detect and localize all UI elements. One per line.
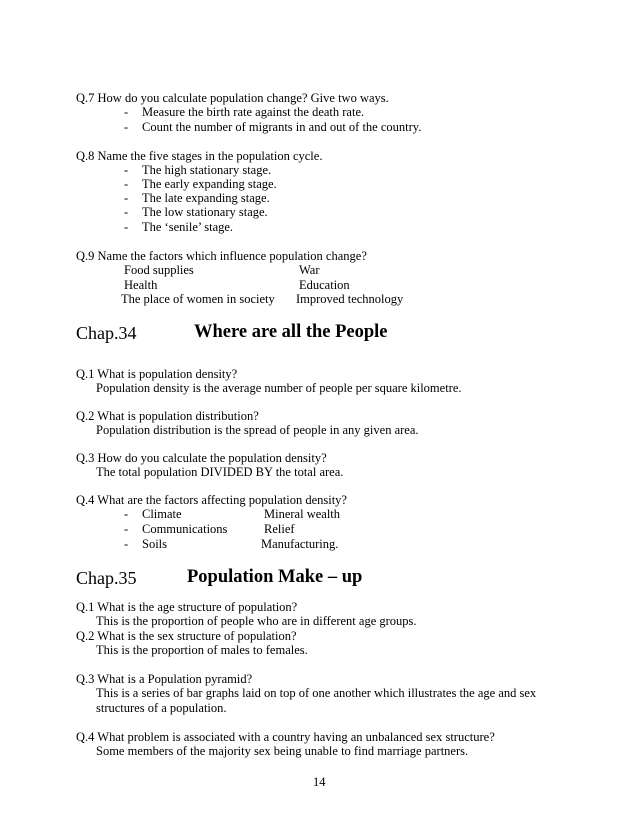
q7-item-2: Count the number of migrants in and out of the country. [142, 120, 422, 134]
q9-question: Q.9 Name the factors which influence population change? [76, 249, 367, 263]
chap35-a3-line1: This is a series of bar graphs laid on top of one another which illustrates the age and sex [96, 686, 537, 700]
chap34-factor: Manufacturing. [261, 537, 339, 551]
q8-item-4: The low stationary stage. [142, 205, 268, 219]
chap34-factor: Relief [264, 522, 295, 536]
chap34-a2: Population distribution is the spread of people in any given area. [96, 423, 419, 437]
q9-factor: Food supplies [124, 263, 194, 277]
chap34-a3: The total population DIVIDED BY the total area. [96, 465, 344, 479]
q9-factor: Education [299, 278, 350, 292]
bullet-dash: - [124, 507, 129, 521]
bullet-dash: - [124, 163, 129, 177]
chapter-title: Population Make – up [187, 567, 363, 587]
q9-factor: Improved technology [296, 292, 404, 306]
chap34-factor: Communications [142, 522, 228, 536]
q9-factor: The place of women in society [121, 292, 275, 306]
chap34-q1: Q.1 What is population density? [76, 367, 238, 381]
q8-item-5: The ‘senile’ stage. [142, 220, 234, 234]
bullet-dash: - [124, 105, 129, 119]
chapter-label: Chap.35 [76, 568, 137, 588]
chap34-factor: Climate [142, 507, 182, 521]
q9-factor: War [299, 263, 320, 277]
chap35-q1: Q.1 What is the age structure of population? [76, 600, 298, 614]
q8-item-1: The high stationary stage. [142, 163, 272, 177]
chapter-label: Chap.34 [76, 323, 137, 343]
bullet-dash: - [124, 191, 129, 205]
chapter-title: Where are all the People [194, 322, 388, 342]
q8-item-2: The early expanding stage. [142, 177, 277, 191]
chap35-a4: Some members of the majority sex being unable to find marriage partners. [96, 744, 469, 758]
chap35-q4: Q.4 What problem is associated with a country having an unbalanced sex structure? [76, 730, 495, 744]
chap34-q2: Q.2 What is population distribution? [76, 409, 259, 423]
bullet-dash: - [124, 205, 129, 219]
q7-item-1: Measure the birth rate against the death rate. [142, 105, 365, 119]
q8-item-3: The late expanding stage. [142, 191, 270, 205]
q8-question: Q.8 Name the five stages in the population cycle. [76, 149, 323, 163]
chap34-factor: Soils [142, 537, 168, 551]
chap35-a2: This is the proportion of males to females. [96, 643, 308, 657]
chap35-a1: This is the proportion of people who are in different age groups. [96, 614, 417, 628]
q9-factor: Health [124, 278, 158, 292]
chap34-q3: Q.3 How do you calculate the population density? [76, 451, 327, 465]
chap35-a3-line2: structures of a population. [96, 701, 227, 715]
bullet-dash: - [124, 537, 129, 551]
chap35-q2: Q.2 What is the sex structure of population? [76, 629, 297, 643]
chap35-q3: Q.3 What is a Population pyramid? [76, 672, 253, 686]
chap34-factor: Mineral wealth [264, 507, 341, 521]
bullet-dash: - [124, 220, 129, 234]
chap34-q4: Q.4 What are the factors affecting population density? [76, 493, 347, 507]
bullet-dash: - [124, 522, 129, 536]
q7-question: Q.7 How do you calculate population change? Give two ways. [76, 91, 389, 105]
chap34-a1: Population density is the average number of people per square kilometre. [96, 381, 462, 395]
page-number: 14 [313, 775, 326, 789]
bullet-dash: - [124, 120, 129, 134]
bullet-dash: - [124, 177, 129, 191]
